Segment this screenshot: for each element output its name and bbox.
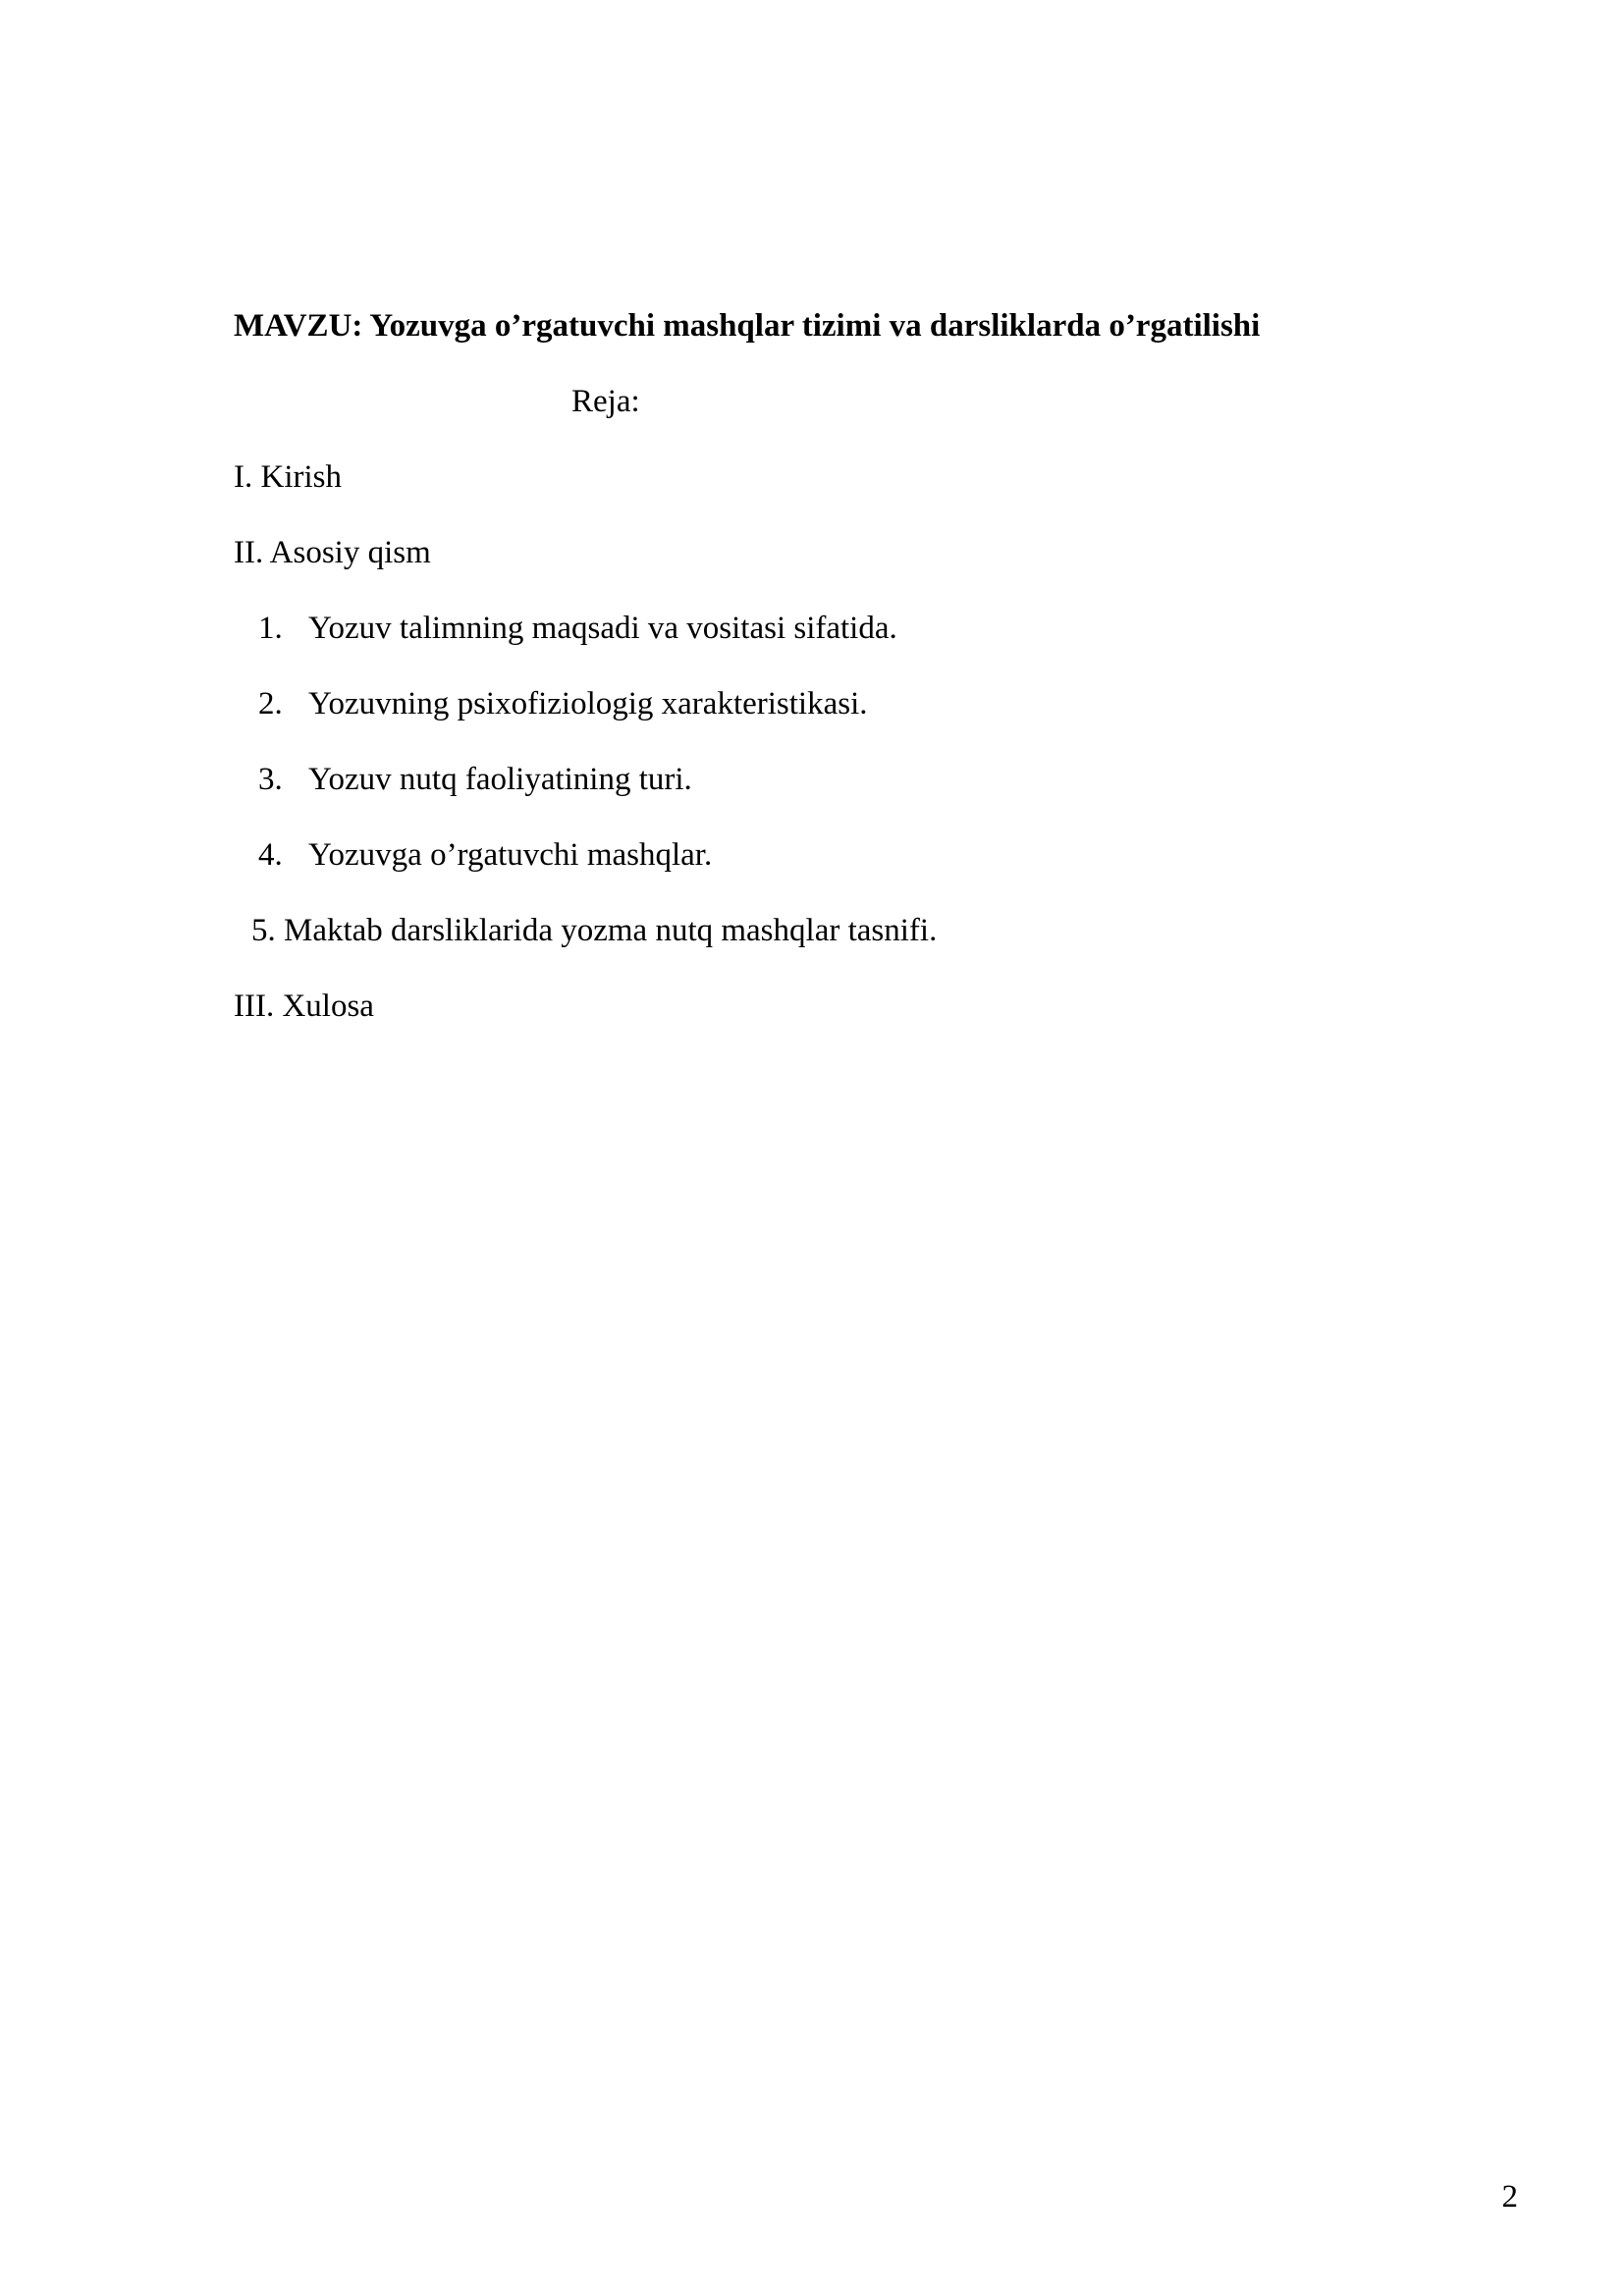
plan-heading: Reja:: [571, 384, 640, 419]
section-main-part: II. Asosiy qism: [234, 535, 431, 570]
section-introduction: I. Kirish: [234, 459, 342, 495]
document-title: MAVZU: Yozuvga o’rgatuvchi mashqlar tizimi va darsliklarda o’rgatilishi: [234, 308, 1261, 344]
section-conclusion: III. Xulosa: [234, 988, 374, 1024]
list-item-number: 3.: [258, 762, 283, 797]
list-item-number: 4.: [258, 837, 283, 873]
list-item-number: 1.: [258, 611, 283, 646]
list-item-text: Yozuv talimning maqsadi va vositasi sifatida.: [308, 611, 897, 646]
page-number: 2: [1501, 2179, 1518, 2215]
list-item-text: Yozuv nutq faoliyatining turi.: [308, 762, 692, 797]
list-item-number: 2.: [258, 686, 283, 721]
list-item-text: Yozuvga o’rgatuvchi mashqlar.: [308, 837, 713, 873]
list-item-text: 5. Maktab darsliklarida yozma nutq mashqlar tasnifi.: [251, 913, 938, 948]
list-item-text: Yozuvning psixofiziologig xarakteristikasi.: [308, 686, 868, 721]
